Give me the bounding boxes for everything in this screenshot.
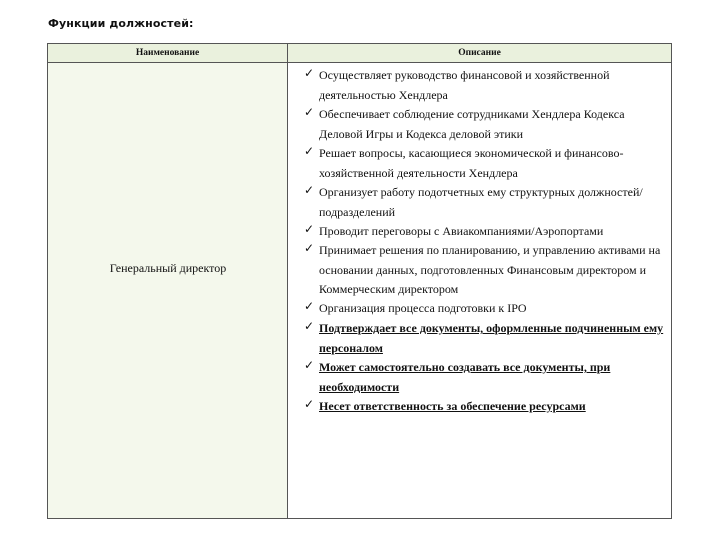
duty-text: Организация процесса подготовки к IPO — [319, 301, 527, 315]
position-name: Генеральный директор — [109, 261, 227, 275]
checkmark-icon: ✓ — [304, 183, 315, 197]
position-cell — [48, 63, 288, 518]
checkmark-icon: ✓ — [304, 397, 315, 411]
duty-text: Осуществляет руководство финансовой и хозяйственной деятельностью Хендлера — [319, 68, 610, 102]
header-description: Описание — [458, 48, 501, 58]
table-header-row — [48, 44, 671, 63]
duty-text: Принимает решения по планированию, и управлению активами на основании данных, подготовленных Финансовым директором и Коммерческим директором — [319, 243, 661, 296]
checkmark-icon: ✓ — [304, 66, 315, 80]
checkmark-icon: ✓ — [304, 358, 315, 372]
checkmark-icon: ✓ — [304, 144, 315, 158]
functions-table — [47, 43, 672, 519]
duty-text: Подтверждает все документы, оформленные подчиненным ему персоналом — [319, 321, 664, 355]
checkmark-icon: ✓ — [304, 319, 315, 333]
duty-text: Решает вопросы, касающиеся экономической и финансово-хозяйственной деятельности Хендлера — [319, 146, 624, 180]
checkmark-icon: ✓ — [304, 241, 315, 255]
header-name: Наименование — [48, 44, 288, 62]
duty-text: Обеспечивает соблюдение сотрудниками Хендлера Кодекса Деловой Игры и Кодекса деловой этики — [319, 107, 625, 141]
duties-list — [288, 63, 671, 518]
checkmark-icon: ✓ — [304, 222, 315, 236]
page-title: Функции должностей: — [48, 17, 194, 30]
duty-text: Может самостоятельно создавать все документы, при необходимости — [319, 360, 611, 394]
duty-text: Несет ответственность за обеспечение ресурсами — [319, 399, 586, 413]
duty-text: Проводит переговоры с Авиакомпаниями/Аэропортами — [319, 224, 604, 238]
checkmark-icon: ✓ — [304, 105, 315, 119]
checkmark-icon: ✓ — [304, 299, 315, 313]
duty-text: Организует работу подотчетных ему структурных должностей/подразделений — [319, 185, 643, 219]
